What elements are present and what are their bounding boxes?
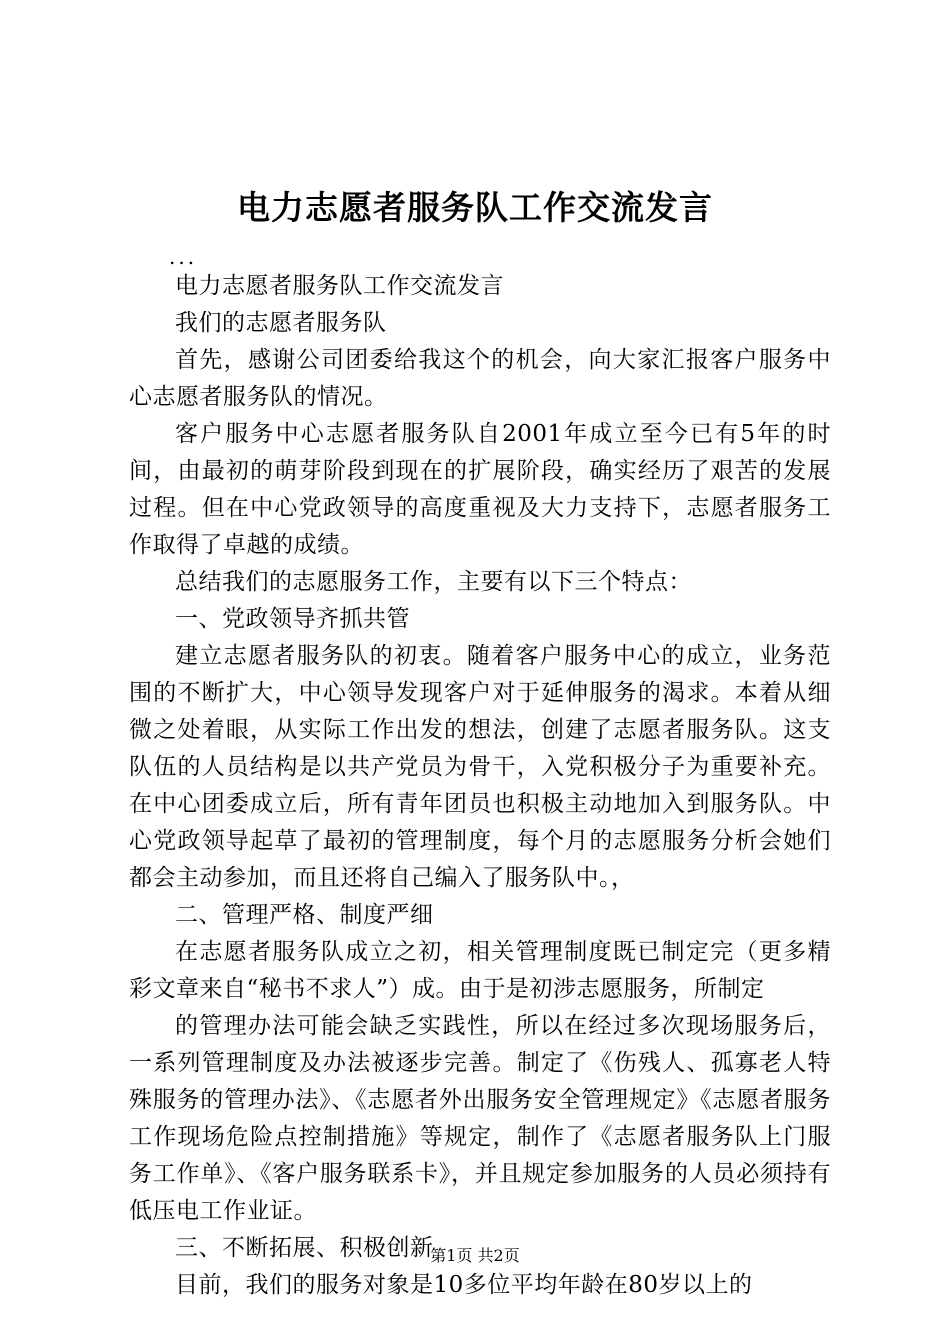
paragraph-history: 客户服务中心志愿者服务队自2001年成立至今已有5年的时间，由最初的萌芽阶段到现在的扩展阶段，确实经历了艰苦的发展过程。但在中心党政领导的高度重视及大力支持下，志愿者服务工作取得了卓越的成绩。 bbox=[129, 421, 831, 558]
paragraph-section-2b: 的管理办法可能会缺乏实践性，所以在经过多次现场服务后，一系列管理制度及办法被逐步完善。制定了《伤残人、孤寡老人特殊服务的管理办法》、《志愿者外出服务安全管理规定》《志愿者服务工作现场危险点控制措施》等规定，制作了《志愿者服务队上门服务工作单》、《客户服务联系卡》，并且规定参加服务的人员必须持有低压电工作业证。 bbox=[129, 1013, 831, 1224]
paragraph-section-1: 建立志愿者服务队的初衷。随着客户服务中心的成立，业务范围的不断扩大，中心领导发现客户对于延伸服务的渴求。本着从细微之处着眼，从实际工作出发的想法，创建了志愿者服务队。这支队伍的人员结构是以共产党员为骨干，入党积极分子为重要补充。在中心团委成立后，所有青年团员也积极主动地加入到服务队。中心党政领导起草了最初的管理制度，每个月的志愿服务分析会她们都会主动参加，而且还将自己编入了服务队中。， bbox=[129, 643, 831, 891]
paragraph-heading-team: 我们的志愿者服务队 bbox=[175, 310, 387, 336]
paragraph-subtitle: 电力志愿者服务队工作交流发言 bbox=[175, 273, 504, 299]
paragraph-section-3: 目前，我们的服务对象是10多位平均年龄在80岁以上的 bbox=[175, 1272, 753, 1298]
paragraph-section-2a: 在志愿者服务队成立之初，相关管理制度既已制定完（更多精彩文章来自“秘书不求人”）成。由于是初涉志愿服务，所制定 bbox=[129, 939, 831, 1002]
section-heading-3: 三、不断拓展、积极创新 bbox=[175, 1235, 434, 1261]
paragraph-opening: 首先，感谢公司团委给我这个的机会，向大家汇报客户服务中心志愿者服务队的情况。 bbox=[129, 347, 831, 410]
ellipsis-marker: ... bbox=[169, 245, 198, 269]
section-heading-1: 一、党政领导齐抓共管 bbox=[175, 606, 410, 632]
document-title: 电力志愿者服务队工作交流发言 bbox=[237, 188, 713, 227]
paragraph-summary: 总结我们的志愿服务工作，主要有以下三个特点： bbox=[175, 569, 692, 595]
section-heading-2: 二、管理严格、制度严细 bbox=[175, 902, 434, 928]
page-footer: 第1页 共2页 bbox=[430, 1246, 520, 1265]
document-body bbox=[129, 246, 831, 1304]
